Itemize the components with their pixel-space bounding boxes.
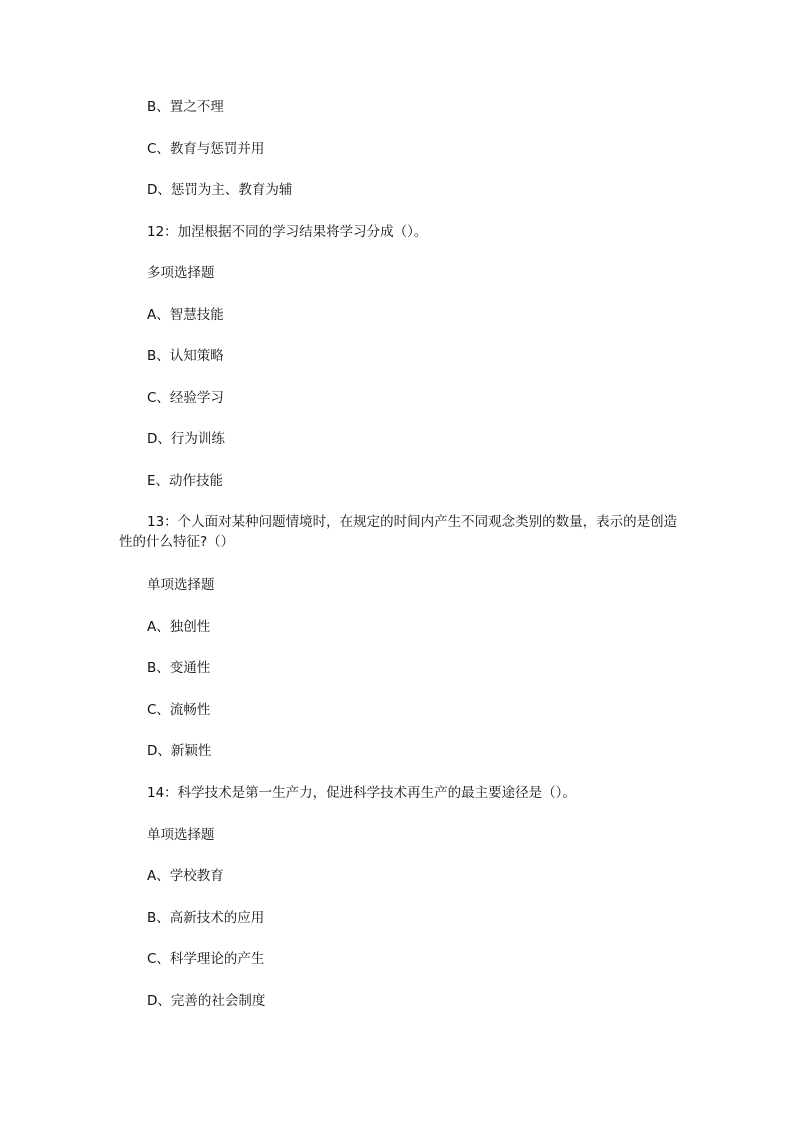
q14-option-c: C、科学理论的产生: [147, 951, 265, 967]
q11-option-b: B、置之不理: [147, 99, 224, 115]
q13-question: 13：个人面对某种问题情境时，在规定的时间内产生不同观念类别的数量，表示的是创造性的什么特征?（）: [119, 514, 678, 550]
q12-question: 12：加涅根据不同的学习结果将学习分成（）。: [147, 224, 428, 240]
q12-option-b: B、认知策略: [147, 348, 224, 364]
q14-option-d: D、完善的社会制度: [147, 993, 266, 1009]
q12-option-d: D、行为训练: [147, 431, 225, 447]
q14-option-a: A、学校教育: [147, 868, 224, 884]
q11-option-c: C、教育与惩罚并用: [147, 141, 265, 157]
q13-option-b: B、变通性: [147, 660, 211, 676]
q13-option-d: D、新颖性: [147, 743, 212, 759]
q13-option-a: A、独创性: [147, 619, 211, 635]
q12-option-e: E、动作技能: [147, 473, 224, 489]
q12-option-c: C、经验学习: [147, 390, 224, 406]
q13-type: 单项选择题: [147, 577, 215, 593]
q12-option-a: A、智慧技能: [147, 307, 224, 323]
q13-option-c: C、流畅性: [147, 702, 211, 718]
q12-type: 多项选择题: [147, 265, 215, 281]
q14-type: 单项选择题: [147, 827, 215, 843]
q11-option-d: D、惩罚为主、教育为辅: [147, 182, 293, 198]
q14-option-b: B、高新技术的应用: [147, 910, 265, 926]
q14-question: 14：科学技术是第一生产力，促进科学技术再生产的最主要途径是（）。: [147, 785, 576, 801]
